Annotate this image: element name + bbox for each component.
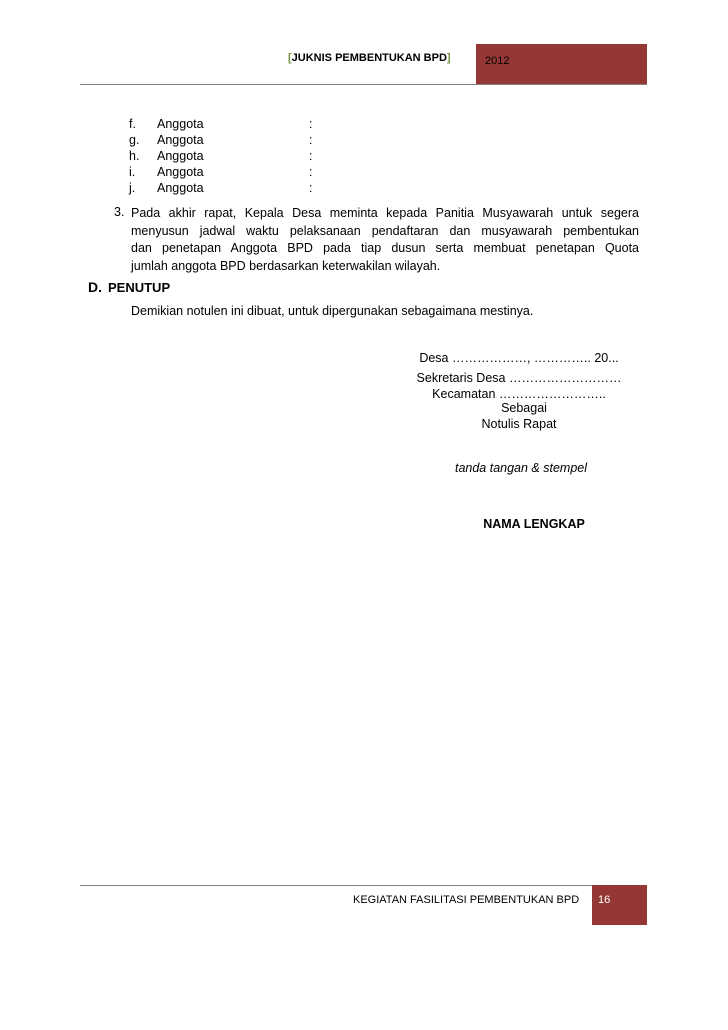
member-colon: : xyxy=(309,133,313,147)
closing-statement: Demikian notulen ini dibuat, untuk dipergunakan sebagaimana mestinya. xyxy=(131,304,534,318)
page-number: 16 xyxy=(598,894,611,906)
signature-place-date: Desa ………………, ………….. 20... xyxy=(419,351,619,365)
item-3-paragraph xyxy=(131,205,639,275)
member-colon: : xyxy=(309,165,313,179)
signature-notulis: Notulis Rapat xyxy=(481,417,557,431)
paragraph-line: Pada akhir rapat, Kepala Desa meminta kepada Panitia Musyawarah untuk segera xyxy=(131,206,639,220)
footer-title: KEGIATAN FASILITASI PEMBENTUKAN BPD xyxy=(353,894,580,906)
section-d-heading xyxy=(88,279,170,295)
member-letter: f. xyxy=(129,117,136,131)
member-name: Anggota xyxy=(157,181,204,195)
paragraph-line: jumlah anggota BPD berdasarkan keterwakilan wilayah. xyxy=(131,258,441,273)
member-colon: : xyxy=(309,181,313,195)
section-title: PENUTUP xyxy=(108,280,171,295)
header-title-text: JUKNIS PEMBENTUKAN BPD xyxy=(291,52,447,64)
header-title xyxy=(288,52,451,64)
footer-divider xyxy=(80,885,647,886)
member-name: Anggota xyxy=(157,165,204,179)
paragraph-line: dan penetapan Anggota BPD pada tiap dusun serta membuat penetapan Quota xyxy=(131,241,639,255)
signature-full-name: NAMA LENGKAP xyxy=(483,517,585,531)
member-letter: h. xyxy=(129,149,140,163)
member-letter: i. xyxy=(129,165,136,179)
signature-role: Sekretaris Desa ……………………… xyxy=(416,371,622,385)
header-year: 2012 xyxy=(485,55,510,67)
signature-as: Sebagai xyxy=(501,401,547,415)
signature-district: Kecamatan …………………….. xyxy=(432,387,606,401)
member-name: Anggota xyxy=(157,133,204,147)
header-bracket-open: [ xyxy=(288,52,292,64)
paragraph-line: menyusun jadwal waktu pelaksanaan pendaftaran dan musyawarah pembentukan xyxy=(131,223,639,238)
header-bracket-close: ] xyxy=(446,52,451,64)
member-colon: : xyxy=(309,149,313,163)
item-3-number: 3. xyxy=(114,205,125,219)
member-name: Anggota xyxy=(157,117,204,131)
signature-note: tanda tangan & stempel xyxy=(454,461,588,475)
member-colon: : xyxy=(309,117,313,131)
member-letter: j. xyxy=(129,181,136,195)
header-divider xyxy=(80,84,647,85)
section-letter: D. xyxy=(88,279,102,295)
member-letter: g. xyxy=(129,133,140,147)
member-name: Anggota xyxy=(157,149,204,163)
